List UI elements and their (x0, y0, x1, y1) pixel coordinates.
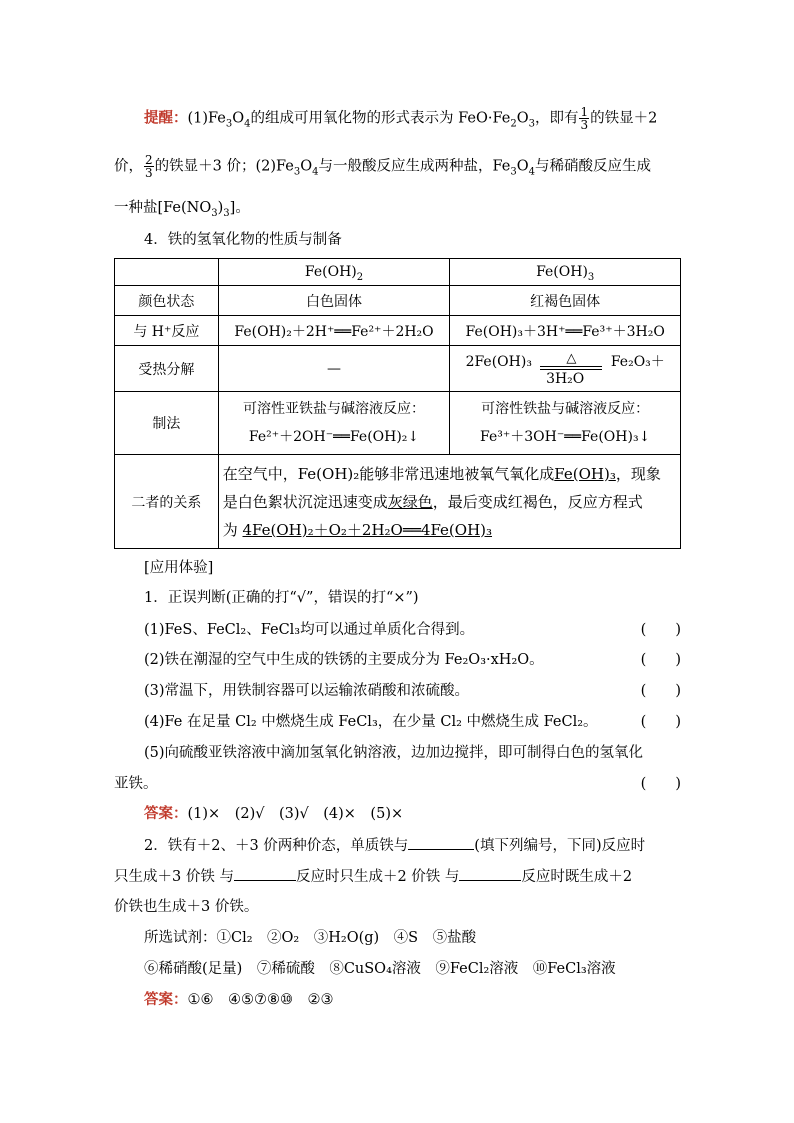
answer-2: 答案：①⑥ ④⑤⑦⑧⑩ ②③ (144, 991, 334, 1008)
table-header-row (115, 259, 681, 286)
practice-header: [应用体验] (144, 560, 214, 576)
table-row: 制法 可溶性亚铁盐与碱溶液反应： Fe²⁺＋2OH⁻══Fe(OH)₂↓ 可溶性铁盐与碱溶液反应： Fe³⁺＋3OH⁻══Fe(OH)₃↓ (115, 392, 681, 455)
answer-blank[interactable] (459, 866, 521, 881)
header-feoh2: $Fe(OH)_2$ (218, 259, 450, 286)
relation-cell: 在空气中，Fe(OH)₂能够非常迅速地被氧气氧化成Fe(OH)₃，现象 是白色絮状沉淀迅速变成灰绿色，最后变成红褐色，反应方程式 为 4Fe(OH)₂＋O₂＋2H₂O══4Fe(OH)₃ (218, 455, 680, 549)
statement-2: (2)铁在潮湿的空气中生成的铁锈的主要成分为 Fe₂O₃·xH₂O。 ( ) (144, 652, 681, 668)
fraction-one-third: $\frac{1}{3}$ (580, 105, 589, 132)
table-row: 受热分解 — 2Fe(OH)₃ △ Fe₂O₃＋3H₂O (115, 346, 681, 392)
reagents-line-1: 所选试剂：①Cl₂ ②O₂ ③H₂O(g) ④S ⑤盐酸 (144, 930, 477, 946)
table-corner-cell (115, 259, 219, 286)
statement-5: (5)向硫酸亚铁溶液中滴加氢氧化钠溶液，边加边搅拌，即可制得白色的氢氧化 (144, 745, 644, 761)
reagents-line-2: ⑥稀硝酸(足量) ⑦稀硫酸 ⑧CuSO₄溶液 ⑨FeCl₂溶液 ⑩FeCl₃溶液 (144, 961, 616, 977)
table-row: 二者的关系 在空气中，Fe(OH)₂能够非常迅速地被氧气氧化成Fe(OH)₃，现象 是白色絮状沉淀迅速变成灰绿色，最后变成红褐色，反应方程式 为 4Fe(OH)₂＋O₂＋2H₂O══4Fe(OH)₃ (115, 455, 681, 549)
section-title: 4．铁的氢氧化物的性质与制备 (144, 232, 342, 248)
fraction-two-thirds: $\frac{2}{3}$ (145, 153, 153, 180)
heat-decomposition-cell: 2Fe(OH)₃ △ Fe₂O₃＋3H₂O (450, 346, 681, 392)
answer-blank[interactable] (408, 835, 474, 850)
header-feoh3: $Fe(OH)_3$ (450, 259, 681, 286)
tip-line-1: 提醒：$(1)Fe_3O_4$的组成可用氧化物的形式表示为 $FeO\cdot Fe_2O_3$，即有 $\frac{1}{3}$ 的铁显＋2 (144, 105, 658, 132)
hydroxide-table (114, 258, 681, 549)
answer-blank[interactable] (234, 866, 296, 881)
heating-sign: △ (536, 354, 606, 370)
answer-1: 答案：(1)× (2)√ (3)√ (4)× (5)× (144, 805, 404, 822)
statement-4: (4)Fe 在足量 Cl₂ 中燃烧生成 FeCl₃，在少量 Cl₂ 中燃烧生成 FeCl₂。 ( ) (144, 714, 681, 730)
tip-label: 提醒： (144, 109, 188, 127)
table-row: 颜色状态 白色固体 红褐色固体 (115, 286, 681, 316)
question-1: 1．正误判断(正确的打“√”，错误的打“×”) (144, 590, 419, 606)
tip-line-3: 一种盐$[Fe(NO_3)_3]$。 (114, 200, 250, 219)
statement-5-cont: 亚铁。 ( ) (114, 776, 681, 792)
question-2-line3: 价铁也生成＋3 价铁。 (114, 899, 259, 915)
statement-3: (3)常温下，用铁制容器可以运输浓硝酸和浓硫酸。 ( ) (144, 683, 681, 699)
tip-line-2: 价， $\frac{2}{3}$ 的铁显＋3 价；$(2)Fe_3O_4$与一般酸反应生成两种盐，$Fe_3O_4$与稀硝酸反应生成 (114, 153, 652, 180)
table-row: 与 H⁺反应 Fe(OH)₂＋2H⁺══Fe²⁺＋2H₂O Fe(OH)₃＋3H⁺══Fe³⁺＋3H₂O (115, 316, 681, 346)
statement-1: (1)FeS、FeCl₂、FeCl₃均可以通过单质化合得到。 ( ) (144, 622, 681, 638)
question-2: 2．铁有＋2、＋3 价两种价态，单质铁与 (填下列编号，下同)反应时 (144, 835, 645, 856)
question-2-line2: 只生成＋3 价铁 与 反应时只生成＋2 价铁 与 反应时既生成＋2 (114, 866, 632, 887)
